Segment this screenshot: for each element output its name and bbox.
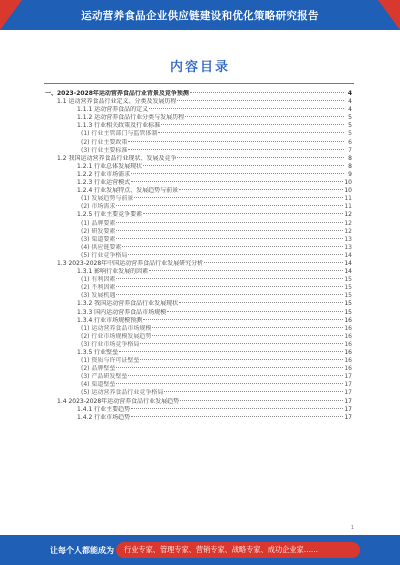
- toc-leader-dots: [152, 335, 343, 336]
- toc-entry-page: 15: [344, 284, 352, 292]
- toc-leader-dots: [128, 375, 343, 376]
- toc-leader-dots: [180, 400, 343, 401]
- header-right-accent: [378, 0, 400, 30]
- toc-entry-label: (1) 资质与许可证壁垒: [81, 357, 140, 365]
- toc-leader-dots: [185, 116, 344, 117]
- toc-entry-label: 1.3.4 行业市场规模预测: [77, 316, 143, 324]
- toc-leader-dots: [204, 262, 343, 263]
- toc-entry-page: 8: [348, 162, 352, 170]
- toc-entry-label: 1.3.1 影响行业发展的因素: [77, 268, 149, 276]
- toc-entry-page: 17: [344, 397, 352, 405]
- toc-leader-dots: [131, 173, 344, 174]
- toc-entry-page: 17: [344, 405, 352, 413]
- toc-entry-label: (1) 发展趋势与前景: [81, 195, 134, 203]
- toc-leader-dots: [179, 302, 343, 303]
- toc-entry-page: 12: [344, 227, 352, 235]
- toc-entry[interactable]: [45, 171, 352, 179]
- toc-entry-page: 14: [344, 251, 352, 259]
- toc-entry-label: (3) 行业市场竞争格局: [81, 340, 140, 348]
- toc-entry[interactable]: [45, 114, 352, 122]
- toc-entry-label: (1) 品牌要素: [81, 219, 116, 227]
- toc-entry-page: 12: [344, 219, 352, 227]
- toc-leader-dots: [131, 408, 343, 409]
- toc-entry-label: 1.3 2023-2028年中国运动营养食品行业发展研究分析: [57, 259, 204, 267]
- toc-entry-label: 一、2023-2028年运动营养食品行业背景及竞争预测: [45, 90, 189, 97]
- toc-leader-dots: [116, 278, 343, 279]
- toc-leader-dots: [116, 230, 343, 231]
- toc-entry[interactable]: [45, 252, 352, 260]
- toc-entry-label: 1.4.1 行业主要趋势: [77, 405, 131, 413]
- toc-entry-page: 12: [344, 211, 352, 219]
- footer-highlight-pill: [116, 542, 360, 558]
- toc-entry-page: 4: [347, 90, 352, 97]
- toc-leader-dots: [128, 149, 344, 150]
- toc-leader-dots: [116, 238, 343, 239]
- toc-leader-dots: [128, 254, 343, 255]
- toc-entry[interactable]: [45, 179, 352, 187]
- toc-leader-dots: [119, 351, 343, 352]
- toc-leader-dots: [143, 213, 343, 214]
- toc-leader-dots: [116, 205, 343, 206]
- toc-entry[interactable]: [45, 406, 352, 414]
- toc-entry-page: 15: [344, 308, 352, 316]
- toc-entry-page: 15: [344, 276, 352, 284]
- toc-entry-page: 17: [344, 373, 352, 381]
- toc-entry[interactable]: [45, 414, 352, 422]
- toc-entry-label: 1.4 2023-2028年运动营养食品行业发展趋势: [57, 397, 180, 405]
- toc-leader-dots: [167, 311, 343, 312]
- toc-entry-label: (2) 不利因素: [81, 284, 116, 292]
- toc-heading-divider: [44, 83, 354, 84]
- toc-entry-page: 15: [344, 292, 352, 300]
- toc-entry-page: 17: [344, 413, 352, 421]
- toc-entry-page: 4: [348, 98, 352, 106]
- toc-entry[interactable]: [45, 244, 352, 252]
- toc-entry[interactable]: [45, 284, 352, 292]
- toc-leader-dots: [131, 181, 343, 182]
- toc-entry-page: 5: [348, 130, 352, 138]
- toc-entry-page: 9: [348, 170, 352, 178]
- toc-leader-dots: [149, 270, 343, 271]
- toc-entry-page: 11: [344, 203, 352, 211]
- toc-entry-page: 16: [344, 316, 352, 324]
- toc-entry[interactable]: [45, 300, 352, 308]
- toc-entry[interactable]: [45, 317, 352, 325]
- toc-entry-label: 1.2.1 行业总体发展现状: [77, 162, 143, 170]
- toc-entry[interactable]: [45, 90, 352, 98]
- toc-entry-label: (4) 供应链要素: [81, 243, 122, 251]
- toc-entry-label: 1.3.2 我国运动营养食品行业发展现状: [77, 300, 179, 308]
- toc-entry-label: (1) 运动营养食品市场规模: [81, 324, 152, 332]
- toc-entry-label: 1.2.5 行业主要竞争要素: [77, 211, 143, 219]
- toc-leader-dots: [177, 157, 344, 158]
- toc-entry-label: (3) 产品研发壁垒: [81, 373, 128, 381]
- toc-leader-dots: [116, 294, 343, 295]
- toc-entry-label: (3) 行业主要标准: [81, 146, 128, 154]
- toc-entry-page: 8: [348, 154, 352, 162]
- toc-entry[interactable]: [45, 187, 352, 195]
- toc-leader-dots: [116, 286, 343, 287]
- toc-entry-page: 6: [348, 138, 352, 146]
- toc-entry[interactable]: [45, 349, 352, 357]
- toc-entry-page: 16: [344, 340, 352, 348]
- toc-entry[interactable]: [45, 211, 352, 219]
- toc-entry-page: 16: [344, 332, 352, 340]
- toc-entry[interactable]: [45, 130, 352, 138]
- toc-entry-label: 1.1.1 运动营养食品的定义: [77, 106, 149, 114]
- toc-leader-dots: [131, 416, 343, 417]
- toc-entry[interactable]: [45, 147, 352, 155]
- toc-entry[interactable]: [45, 325, 352, 333]
- toc-leader-dots: [116, 383, 343, 384]
- toc-leader-dots: [152, 327, 343, 328]
- toc-entry[interactable]: [45, 106, 352, 114]
- toc-entry[interactable]: [45, 98, 352, 106]
- toc-entry-label: 1.2 我国运动营养食品行业现状、发展及竞争: [57, 154, 177, 162]
- toc-entry-label: 1.4.2 行业市场趋势: [77, 413, 131, 421]
- toc-entry[interactable]: [45, 373, 352, 381]
- toc-leader-dots: [149, 108, 344, 109]
- toc-entry-page: 14: [344, 268, 352, 276]
- toc-entry[interactable]: [45, 139, 352, 147]
- toc-entry[interactable]: [45, 381, 352, 389]
- toc-entry-page: 10: [344, 187, 352, 195]
- page-number: 1: [350, 525, 354, 531]
- toc-entry-label: 1.3.3 国内运动营养食品市场规模: [77, 308, 167, 316]
- toc-entry-page: 17: [344, 389, 352, 397]
- toc-entry[interactable]: [45, 309, 352, 317]
- toc-leader-dots: [122, 246, 343, 247]
- toc-entry-label: (2) 研发要素: [81, 227, 116, 235]
- footer-slogan: 让每个人都能成为: [50, 546, 114, 555]
- toc-entry-page: 16: [344, 357, 352, 365]
- toc-entry-page: 7: [348, 146, 352, 154]
- toc-entry-page: 11: [344, 195, 352, 203]
- report-title: 运动营养食品企业供应链建设和优化策略研究报告: [81, 10, 319, 22]
- toc-entry[interactable]: [45, 155, 352, 163]
- toc-entry-page: 14: [344, 259, 352, 267]
- toc-leader-dots: [143, 319, 343, 320]
- toc-leader-dots: [179, 189, 343, 190]
- toc-entry-page: 16: [344, 349, 352, 356]
- toc-entry-page: 13: [344, 243, 352, 251]
- toc-entry[interactable]: [45, 357, 352, 365]
- toc-leader-dots: [134, 197, 343, 198]
- toc-entry[interactable]: [45, 220, 352, 228]
- toc-entry-label: (5) 行业竞争格局: [81, 251, 128, 259]
- toc-entry[interactable]: [45, 333, 352, 341]
- toc-entry-page: 15: [344, 300, 352, 308]
- toc-entry-page: 16: [344, 365, 352, 373]
- toc-entry-label: (3) 渠道要素: [81, 235, 116, 243]
- toc-leader-dots: [116, 367, 343, 368]
- toc-entry[interactable]: [45, 203, 352, 211]
- toc-entry[interactable]: [45, 236, 352, 244]
- toc-entry[interactable]: [45, 268, 352, 276]
- toc-entry[interactable]: [45, 228, 352, 236]
- toc-heading: 内容目录: [169, 60, 230, 75]
- toc-entry-label: (2) 行业市场规模发展趋势: [81, 332, 152, 340]
- toc-leader-dots: [177, 100, 344, 101]
- toc-leader-dots: [158, 132, 344, 133]
- toc-entry-label: 1.1.2 运动营养食品行业分类与发展历程: [77, 114, 185, 122]
- toc-leader-dots: [143, 165, 344, 166]
- toc-entry-page: 10: [344, 179, 352, 187]
- toc-entry-page: 4: [348, 106, 352, 114]
- toc-entry[interactable]: [45, 341, 352, 349]
- toc-entry-label: (4) 渠道壁垒: [81, 381, 116, 389]
- toc-entry[interactable]: [45, 276, 352, 284]
- toc-entry[interactable]: [45, 292, 352, 300]
- toc-entry-page: 13: [344, 235, 352, 243]
- toc-entry-label: 1.2.3 行业运营模式: [77, 179, 131, 187]
- toc-leader-dots: [140, 343, 343, 344]
- toc-entry-label: (5) 运动营养食品行业竞争格局: [81, 389, 164, 397]
- toc-leader-dots: [128, 141, 344, 142]
- toc-leader-dots: [164, 391, 343, 392]
- toc-entry-label: (2) 市场需求: [81, 203, 116, 211]
- table-of-contents: [45, 90, 352, 422]
- toc-entry-page: 16: [344, 324, 352, 332]
- toc-leader-dots: [140, 359, 343, 360]
- toc-entry-page: 5: [348, 114, 352, 122]
- toc-entry-label: (1) 行业主管部门与监管体制: [81, 130, 158, 138]
- toc-entry[interactable]: [45, 122, 352, 130]
- toc-entry-label: (1) 有利因素: [81, 276, 116, 284]
- toc-entry-label: 1.2.4 行业发展特点、发展趋势与前景: [77, 187, 179, 195]
- toc-entry[interactable]: [45, 398, 352, 406]
- toc-entry[interactable]: [45, 365, 352, 373]
- footer-highlight-text: 行业专家、管理专家、营销专家、战略专家、成功企业家……: [124, 545, 319, 554]
- toc-entry-label: 1.1 运动营养食品行业定义、分类及发展历程: [57, 98, 177, 106]
- toc-leader-dots: [116, 222, 343, 223]
- toc-leader-dots: [190, 92, 344, 93]
- toc-entry-label: (2) 品牌壁垒: [81, 365, 116, 373]
- toc-entry[interactable]: [45, 260, 352, 268]
- toc-entry-label: 1.1.3 行业相关政策及行业标准: [77, 122, 161, 130]
- toc-leader-dots: [161, 124, 344, 125]
- toc-entry[interactable]: [45, 195, 352, 203]
- toc-entry-page: 5: [348, 122, 352, 130]
- toc-entry-label: 1.2.2 行业市场需求: [77, 170, 131, 178]
- toc-entry-page: 17: [344, 381, 352, 389]
- toc-entry[interactable]: [45, 389, 352, 397]
- toc-entry-label: 1.3.5 行业壁垒: [77, 349, 119, 356]
- toc-entry[interactable]: [45, 163, 352, 171]
- toc-entry-label: (2) 行业主要政策: [81, 138, 128, 146]
- toc-entry-label: (3) 发展机遇: [81, 292, 116, 300]
- report-header-bar: [0, 0, 400, 30]
- footer-bar: [0, 535, 400, 565]
